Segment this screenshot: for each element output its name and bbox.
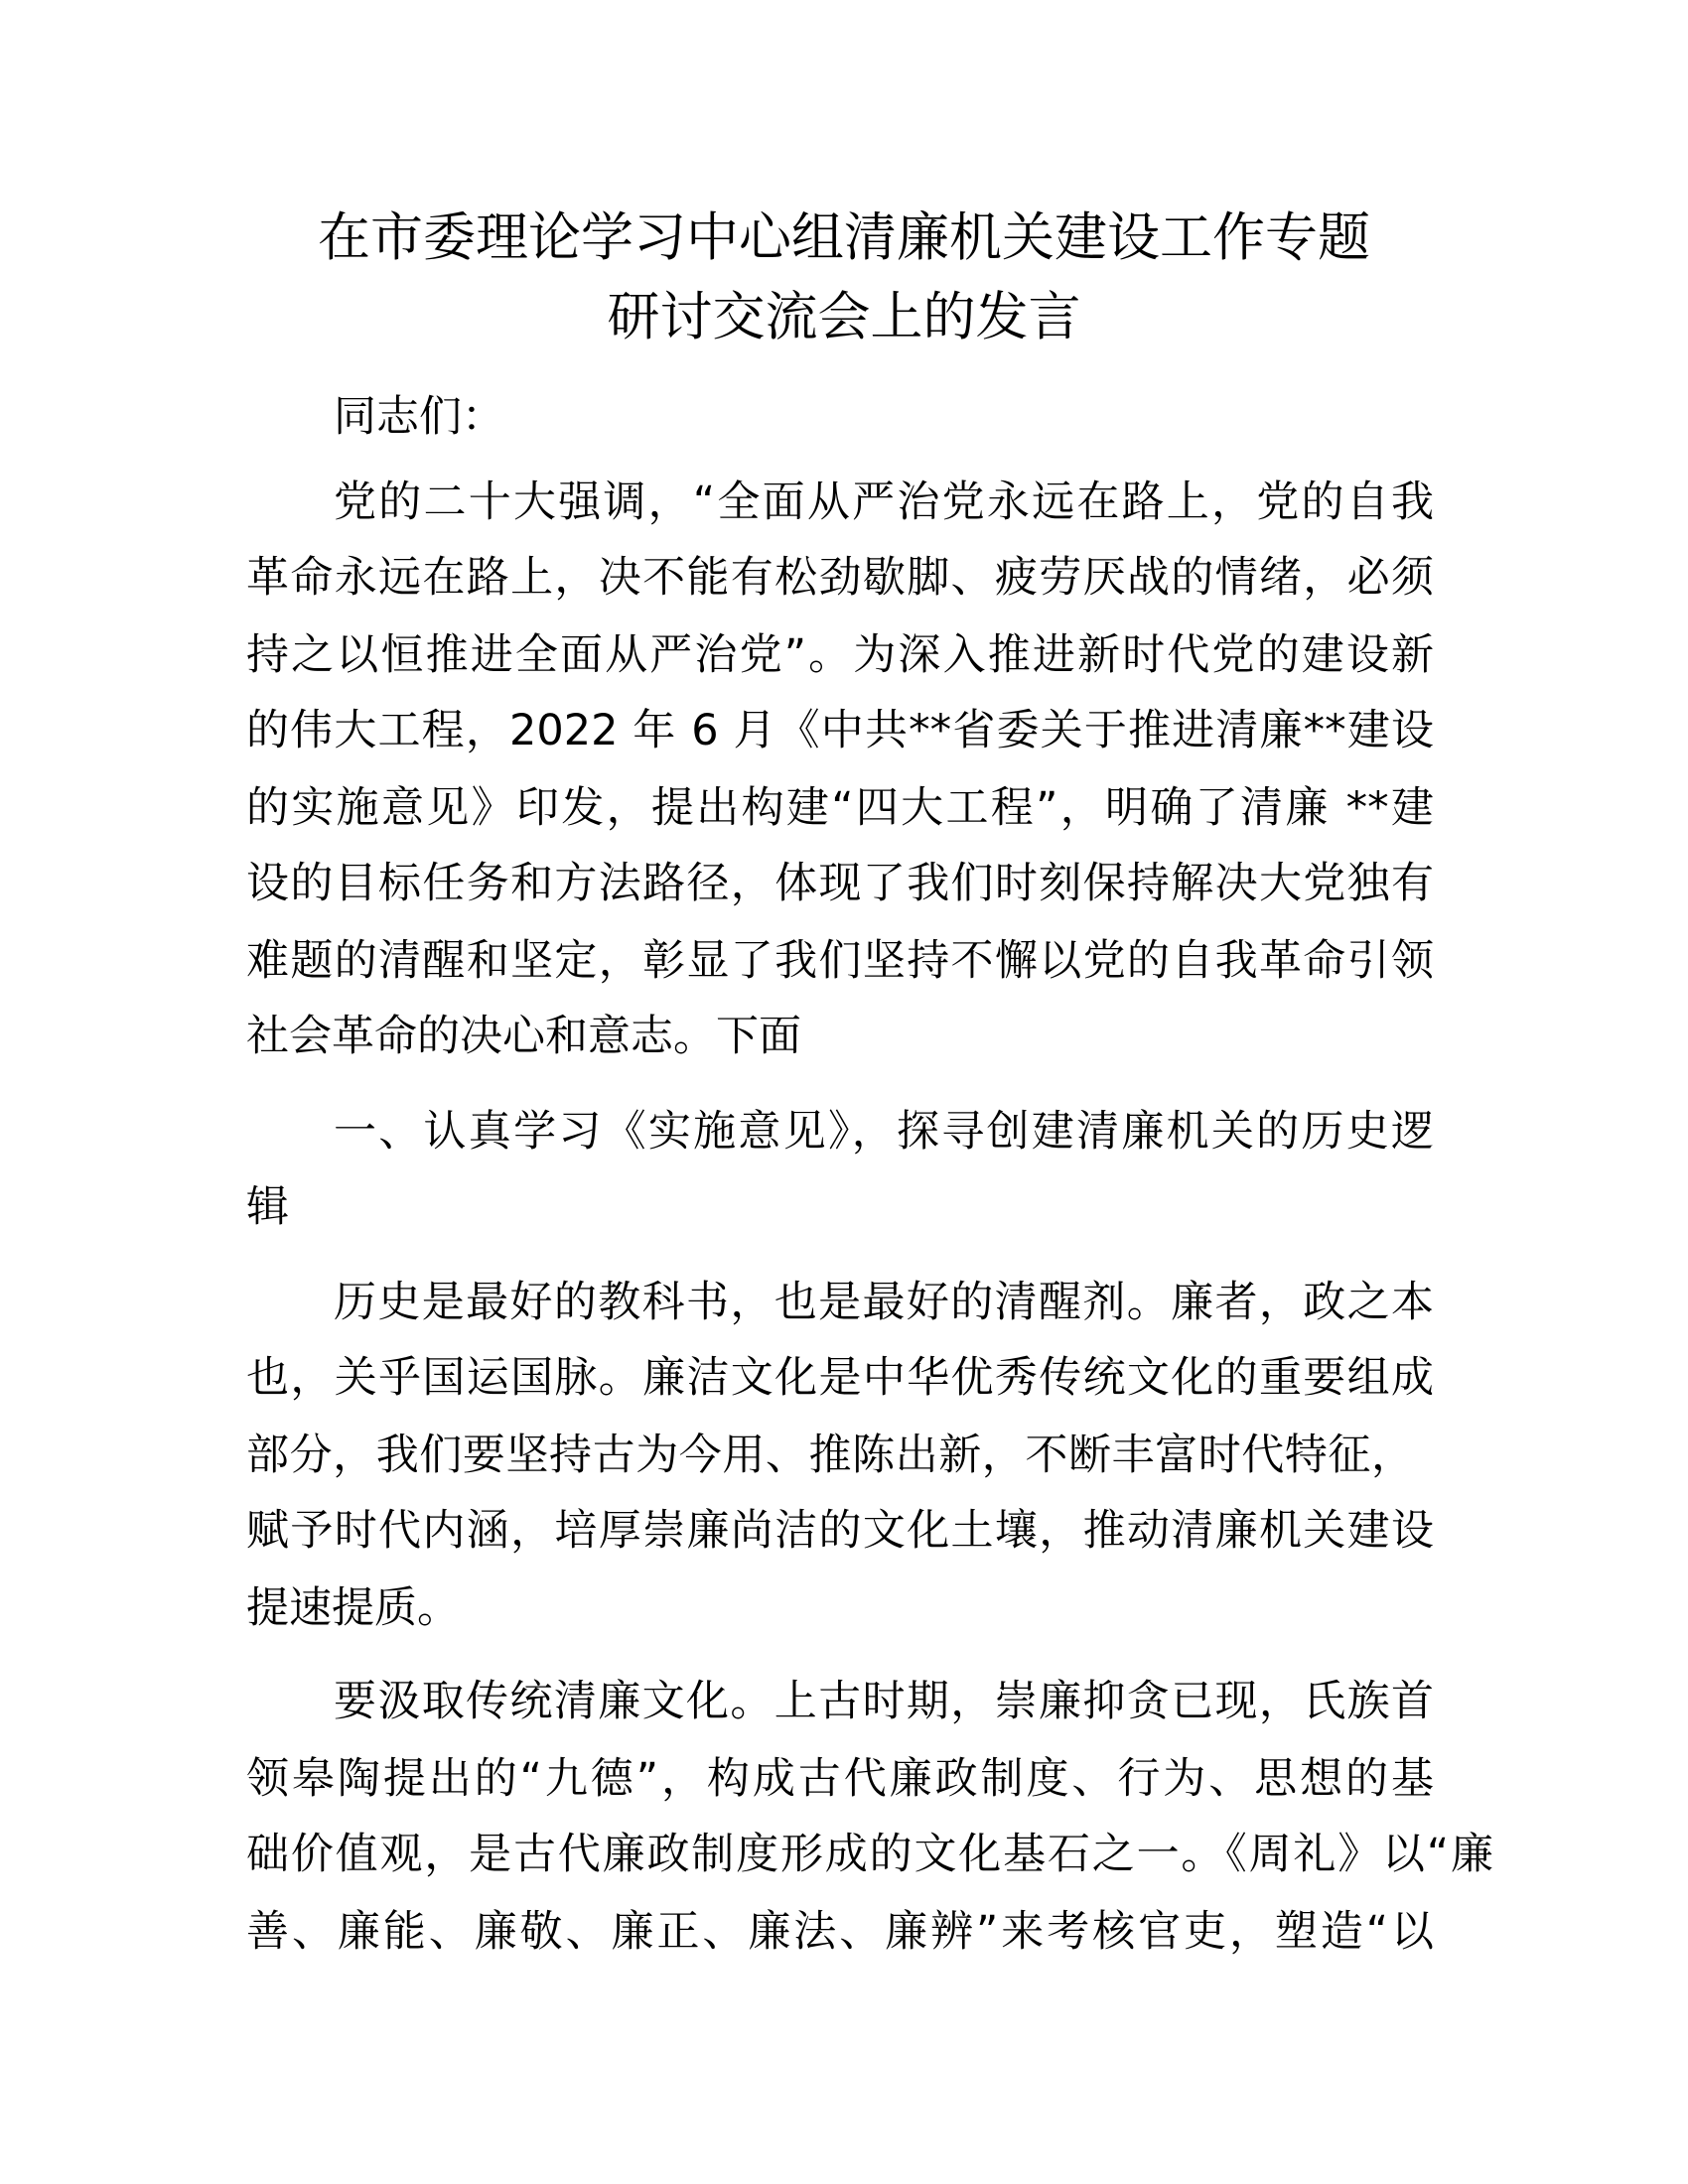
paragraph-line: 的实施意见》印发，提出构建“四大工程”，明确了清廉 **建 [246, 783, 1434, 833]
paragraph-line: 提速提质。 [246, 1583, 460, 1633]
paragraph-line: 难题的清醒和坚定，彰显了我们坚持不懈以党的自我革命引领 [246, 936, 1434, 986]
salutation: 同志们： [334, 392, 504, 442]
paragraph-line: 赋予时代内涵，培厚崇廉尚洁的文化土壤，推动清廉机关建设 [246, 1506, 1434, 1556]
paragraph-line: 党的二十大强调，“全面从严治党永远在路上，党的自我 [334, 478, 1434, 527]
paragraph-line: 历史是最好的教科书，也是最好的清醒剂。廉者，政之本 [334, 1278, 1434, 1327]
section-heading-line: 一、认真学习《实施意见》，探寻创建清廉机关的历史逻 [334, 1107, 1434, 1157]
document-title-line-1: 在市委理论学习中心组清廉机关建设工作专题 [318, 207, 1370, 268]
paragraph-line: 部分，我们要坚持古为今用、推陈出新，不断丰富时代特征， [246, 1431, 1414, 1480]
paragraph-line: 革命永远在路上，决不能有松劲歇脚、疲劳厌战的情绪，必须 [246, 553, 1434, 603]
paragraph-line: 设的目标任务和方法路径，体现了我们时刻保持解决大党独有 [246, 859, 1434, 908]
paragraph-line: 持之以恒推进全面从严治党”。为深入推进新时代党的建设新 [246, 630, 1434, 680]
paragraph-line: 的伟大工程，2022 年 6 月《中共**省委关于推进清廉**建设 [246, 706, 1434, 755]
paragraph-line: 善、廉能、廉敬、廉正、廉法、廉辨”来考核官吏，塑造“以 [246, 1907, 1434, 1957]
paragraph-line: 社会革命的决心和意志。下面 [246, 1012, 801, 1061]
paragraph-line: 要汲取传统清廉文化。上古时期，崇廉抑贪已现，氏族首 [334, 1677, 1434, 1726]
section-heading-line: 辑 [246, 1182, 289, 1232]
document-title-line-2: 研讨交流会上的发言 [607, 287, 1081, 347]
paragraph-line: 也，关乎国运国脉。廉洁文化是中华优秀传统文化的重要组成 [246, 1353, 1434, 1403]
paragraph-line: 础价值观，是古代廉政制度形成的文化基石之一。《周礼》以“廉 [246, 1830, 1493, 1879]
paragraph-line: 领皋陶提出的“九德”，构成古代廉政制度、行为、思想的基 [246, 1754, 1434, 1804]
